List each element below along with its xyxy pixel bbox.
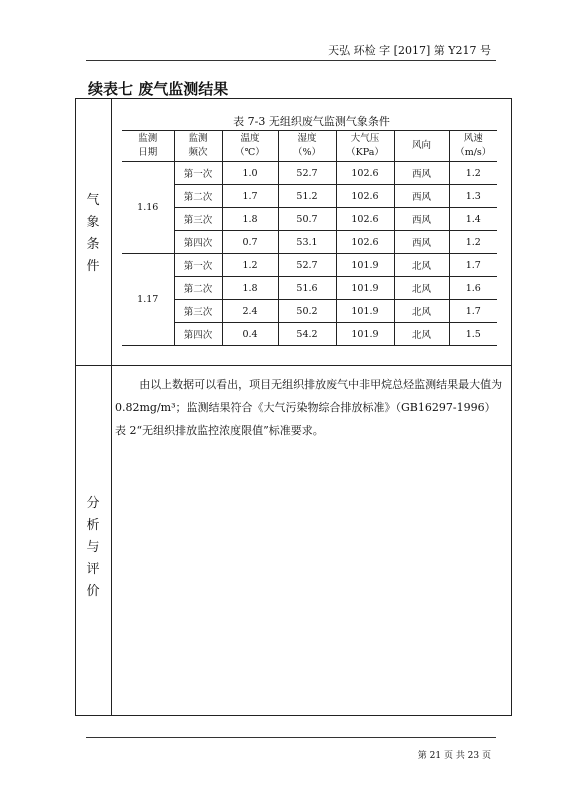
side-char: 象: [86, 215, 100, 230]
wind-direction-cell: 西风: [394, 185, 449, 208]
side-char: 评: [86, 562, 100, 577]
humidity-cell: 50.7: [278, 208, 336, 231]
header-divider: [86, 60, 496, 61]
analysis-paragraph: 由以上数据可以看出，项目无组织排放废气中非甲烷总烃监测结果最大值为 0.82mg/m³；监测结果符合《大气污染物综合排放标准》（GB16297-1996）表 2“无组织排放监控浓度限值”标准要求。: [115, 378, 503, 437]
pressure-cell: 102.6: [336, 162, 394, 185]
table-caption: 表 7-3 无组织废气监测气象条件: [233, 115, 390, 128]
side-char: 件: [86, 259, 100, 274]
header-humidity: 湿度 （%）: [278, 131, 336, 162]
side-char: 析: [86, 518, 100, 533]
wind-direction-cell: 西风: [394, 162, 449, 185]
table-row: [122, 208, 497, 231]
wind-speed-cell: 1.2: [449, 162, 497, 185]
side-label-analysis: [75, 493, 111, 603]
wind-speed-cell: 1.2: [449, 231, 497, 254]
header-wind-speed: 风速 （m/s）: [449, 131, 497, 162]
section-divider: [75, 365, 512, 366]
header-temperature: 温度 （℃）: [222, 131, 278, 162]
report-number: 天弘 环检 字 [2017] 第 Y217 号: [328, 44, 491, 57]
frequency-cell: 第二次: [174, 185, 222, 208]
wind-speed-cell: 1.6: [449, 277, 497, 300]
pressure-cell: 102.6: [336, 185, 394, 208]
side-char: 与: [86, 540, 100, 555]
wind-speed-cell: 1.3: [449, 185, 497, 208]
table-row: [122, 323, 497, 346]
pressure-cell: 101.9: [336, 323, 394, 346]
wind-direction-cell: 北风: [394, 300, 449, 323]
frequency-cell: 第一次: [174, 162, 222, 185]
wind-direction-cell: 西风: [394, 231, 449, 254]
temperature-cell: 1.2: [222, 254, 278, 277]
wind-speed-cell: 1.7: [449, 300, 497, 323]
table-row: [122, 254, 497, 277]
header-frequency: 监测 频次: [174, 131, 222, 162]
temperature-cell: 1.0: [222, 162, 278, 185]
humidity-cell: 52.7: [278, 254, 336, 277]
pressure-cell: 101.9: [336, 254, 394, 277]
frequency-cell: 第三次: [174, 300, 222, 323]
humidity-cell: 51.6: [278, 277, 336, 300]
side-char: 分: [86, 496, 100, 511]
temperature-cell: 1.7: [222, 185, 278, 208]
table-row: [122, 231, 497, 254]
table-row: [122, 162, 497, 185]
table-row: [122, 300, 497, 323]
wind-speed-cell: 1.5: [449, 323, 497, 346]
temperature-cell: 0.4: [222, 323, 278, 346]
wind-speed-cell: 1.7: [449, 254, 497, 277]
frequency-cell: 第三次: [174, 208, 222, 231]
wind-speed-cell: 1.4: [449, 208, 497, 231]
frequency-cell: 第二次: [174, 277, 222, 300]
header-pressure: 大气压 （KPa）: [336, 131, 394, 162]
temperature-cell: 1.8: [222, 208, 278, 231]
frequency-cell: 第四次: [174, 323, 222, 346]
header-date: 监测 日期: [122, 131, 174, 162]
frequency-cell: 第四次: [174, 231, 222, 254]
humidity-cell: 51.2: [278, 185, 336, 208]
temperature-cell: 1.8: [222, 277, 278, 300]
temperature-cell: 2.4: [222, 300, 278, 323]
humidity-cell: 52.7: [278, 162, 336, 185]
table-row: [122, 277, 497, 300]
header-wind-direction: 风向: [394, 131, 449, 162]
table-header-row: [122, 131, 497, 162]
pressure-cell: 102.6: [336, 231, 394, 254]
footer-divider: [86, 737, 496, 738]
wind-direction-cell: 北风: [394, 254, 449, 277]
temperature-cell: 0.7: [222, 231, 278, 254]
humidity-cell: 54.2: [278, 323, 336, 346]
wind-direction-cell: 北风: [394, 277, 449, 300]
wind-direction-cell: 西风: [394, 208, 449, 231]
page-number: 第 21 页 共 23 页: [417, 751, 491, 761]
pressure-cell: 101.9: [336, 300, 394, 323]
pressure-cell: 101.9: [336, 277, 394, 300]
date-cell: 1.17: [122, 254, 174, 346]
weather-conditions-table: [122, 130, 497, 346]
pressure-cell: 102.6: [336, 208, 394, 231]
frequency-cell: 第一次: [174, 254, 222, 277]
side-char: 价: [86, 584, 100, 599]
side-label-weather: [75, 190, 111, 278]
table-row: [122, 185, 497, 208]
date-cell: 1.16: [122, 162, 174, 254]
side-char: 气: [86, 193, 100, 208]
side-char: 条: [86, 237, 100, 252]
label-column-divider: [111, 98, 112, 716]
wind-direction-cell: 北风: [394, 323, 449, 346]
section-title: 续表七 废气监测结果: [88, 80, 229, 98]
humidity-cell: 53.1: [278, 231, 336, 254]
humidity-cell: 50.2: [278, 300, 336, 323]
analysis-text-block: [115, 373, 505, 442]
